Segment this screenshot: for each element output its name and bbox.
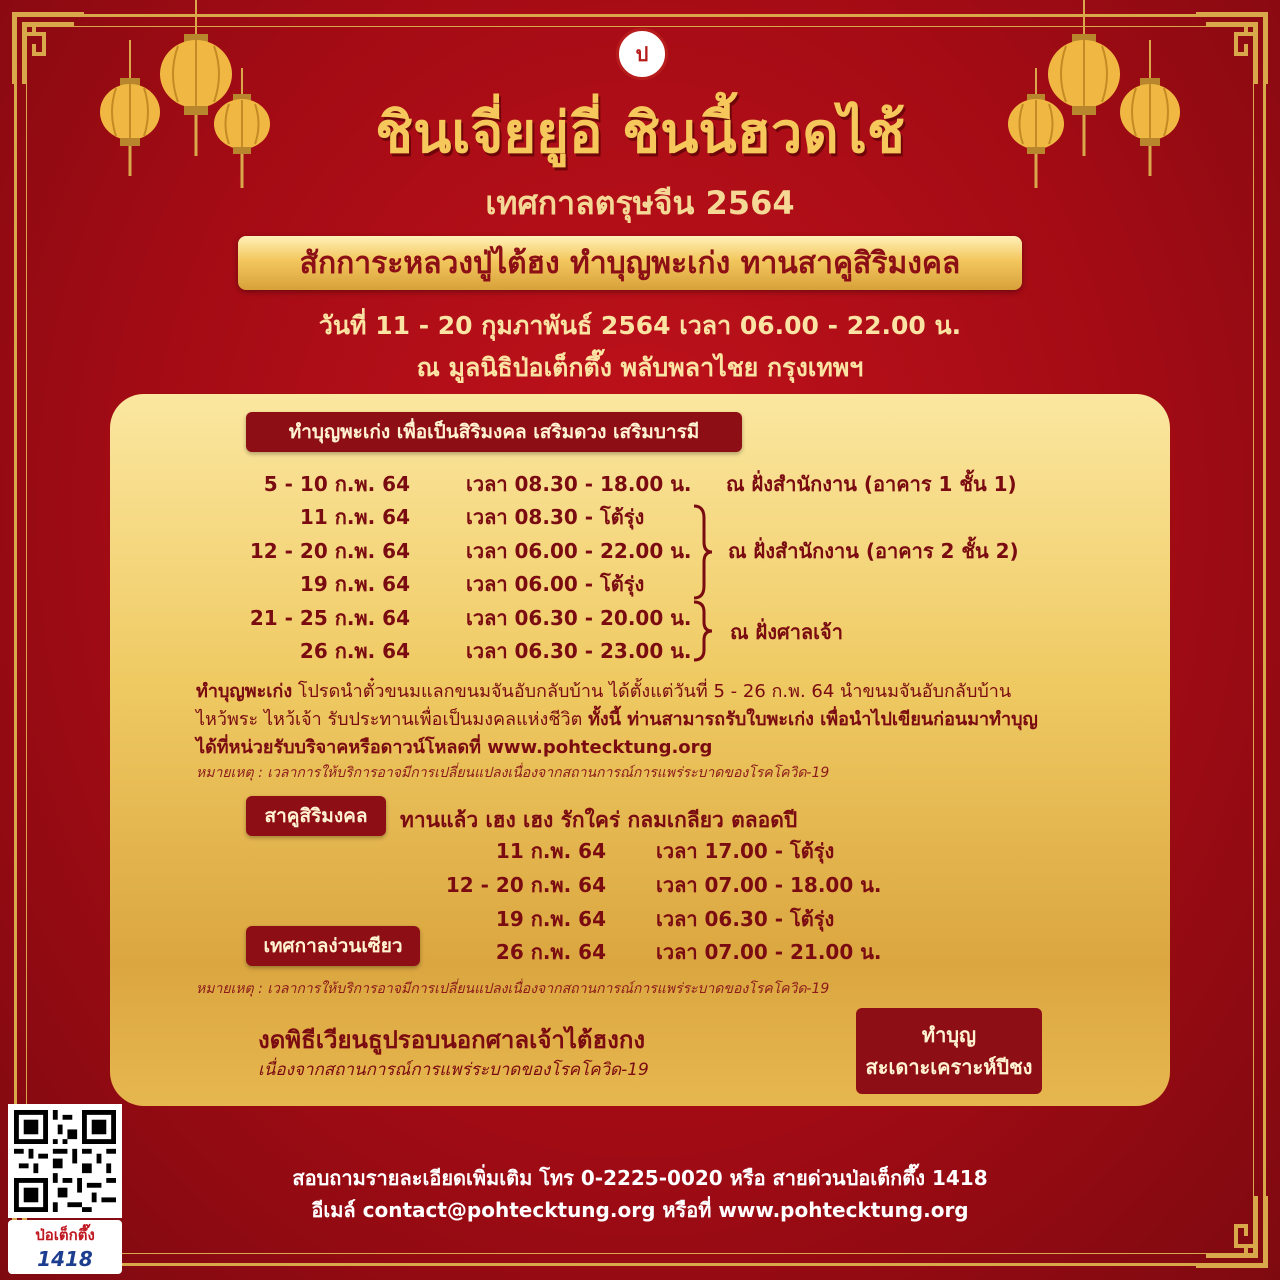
schedule-date: 12 - 20 ก.พ. 64 [249, 539, 410, 563]
sago-time: เวลา 07.00 - 18.00 น. [656, 873, 882, 897]
corner-ornament-icon [1192, 10, 1270, 88]
hotline-badge [8, 1220, 122, 1274]
sago-time: เวลา 07.00 - 21.00 น. [656, 940, 882, 964]
schedule-panel [110, 394, 1170, 1106]
pakeng-instructions-line: ได้ที่หน่วยรับบริจาคหรือดาวน์โหลดที่ www.pohtecktung.org [196, 737, 713, 758]
donate-line-1: ทำบุญ [921, 1023, 977, 1047]
pakeng-section-pill: ทำบุญพะเก่ง เพื่อเป็นสิริมงคล เสริมดวง เสริมบารมี [246, 412, 742, 452]
contact-phone-line: สอบถามรายละเอียดเพิ่มเติม โทร 0-2225-0020 หรือ สายด่วนป่อเต็กตึ๊ง 1418 [292, 1166, 988, 1190]
page-subtitle: เทศกาลตรุษจีน 2564 [485, 184, 795, 222]
covid-note: หมายเหตุ : เวลาการให้บริการอาจมีการเปลี่ยนแปลงเนื่องจากสถานการณ์การแพร่ระบาดของโรคโควิด-19 [196, 765, 830, 781]
page-title: ชินเจี่ยยู่อี่ ชินนี้ฮวดไช้ [375, 100, 905, 166]
ceremony-cancelled-notice: งดพิธีเวียนธูปรอบนอกศาลเจ้าไต้ฮงกง [258, 1026, 646, 1054]
schedule-date: 21 - 25 ก.พ. 64 [249, 606, 410, 630]
pakeng-instructions-line: ไหว้พระ ไหว้เจ้า รับประทานเพื่อเป็นมงคลแห่งชีวิต ทั้งนี้ ท่านสามารถรับใบพะเก่ง เพื่อนำไปเขียนก่อนมาทำบุญ [196, 709, 1038, 730]
schedule-date: 26 ก.พ. 64 [299, 639, 410, 663]
location-building-2: ณ ฝั่งสำนักงาน (อาคาร 2 ชั้น 2) [728, 539, 1019, 563]
pakeng-instructions-line: ทำบุญพะเก่ง โปรดนำตั๋วขนมแลกขนมจันอับกลับบ้าน ได้ตั้งแต่วันที่ 5 - 26 ก.พ. 64 นำขนมจันอับกลับบ้าน [196, 681, 1012, 702]
covid-note: หมายเหตุ : เวลาการให้บริการอาจมีการเปลี่ยนแปลงเนื่องจากสถานการณ์การแพร่ระบาดของโรคโควิด-19 [196, 981, 830, 997]
sago-time: เวลา 17.00 - โต้รุ่ง [656, 839, 835, 863]
location-shrine: ณ ฝั่งศาลเจ้า [730, 620, 843, 644]
schedule-time: เวลา 06.30 - 23.00 น. [466, 639, 692, 663]
sago-time: เวลา 06.30 - โต้รุ่ง [656, 907, 835, 931]
ceremony-cancelled-reason: เนื่องจากสถานการณ์การแพร่ระบาดของโรคโควิด-19 [258, 1060, 649, 1080]
schedule-time: เวลา 06.30 - 20.00 น. [466, 606, 692, 630]
event-date: วันที่ 11 - 20 กุมภาพันธ์ 2564 เวลา 06.00 - 22.00 น. [318, 311, 962, 340]
brace-icon [690, 600, 716, 662]
contact-email-line: อีเมล์ contact@pohtecktung.org หรือที่ www.pohtecktung.org [311, 1198, 969, 1222]
schedule-date: 19 ก.พ. 64 [299, 572, 410, 596]
foundation-logo: ป [616, 28, 668, 80]
brace-icon [690, 504, 716, 600]
ngoun-siew-festival-pill: เทศกาลง่วนเซียว [246, 926, 420, 966]
sago-date: 12 - 20 ก.พ. 64 [445, 873, 606, 897]
event-banner: สักการะหลวงปู่ไต้ฮง ทำบุญพะเก่ง ทานสาคูสิริมงคล [238, 236, 1022, 290]
sago-date: 11 ก.พ. 64 [495, 839, 606, 863]
schedule-date: 11 ก.พ. 64 [299, 505, 410, 529]
schedule-time: เวลา 06.00 - โต้รุ่ง [466, 572, 645, 596]
schedule-time: เวลา 06.00 - 22.00 น. [466, 539, 692, 563]
schedule-date: 5 - 10 ก.พ. 64 [263, 472, 410, 496]
sago-tagline: ทานแล้ว เฮง เฮง รักใคร่ กลมเกลียว ตลอดปี [400, 808, 798, 832]
hotline-name: ป่อเต็กตึ๊ง [35, 1226, 95, 1244]
schedule-time: เวลา 08.30 - โต้รุ่ง [466, 505, 645, 529]
chong-donation-button[interactable] [856, 1008, 1042, 1094]
sago-section-pill: สาคูสิริมงคล [246, 796, 386, 836]
hotline-number: 1418 [37, 1247, 93, 1271]
event-location: ณ มูลนิธิป่อเต็กตึ๊ง พลับพลาไชย กรุงเทพฯ [416, 353, 864, 382]
location-building-1: ณ ฝั่งสำนักงาน (อาคาร 1 ชั้น 1) [726, 472, 1017, 496]
sago-date: 19 ก.พ. 64 [495, 907, 606, 931]
corner-ornament-icon [10, 10, 88, 88]
schedule-time: เวลา 08.30 - 18.00 น. [466, 472, 692, 496]
donate-line-2: สะเดาะเคราะห์ปีชง [865, 1055, 1033, 1079]
sago-date: 26 ก.พ. 64 [495, 940, 606, 964]
